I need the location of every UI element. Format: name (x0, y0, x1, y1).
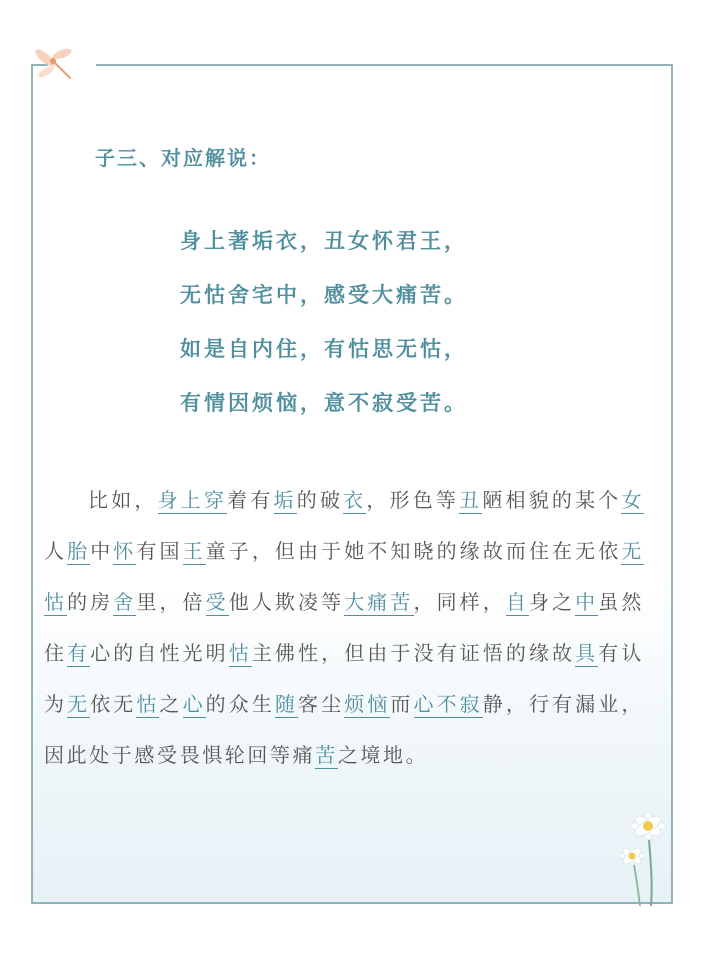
underlined-term: 受 (205, 590, 229, 614)
underlined-term: 心 (182, 692, 206, 716)
verse-block (180, 214, 468, 430)
verse-line: 身上著垢衣，丑女怀君王， (180, 228, 468, 253)
text-segment: 比如， (88, 488, 158, 512)
text-segment: 静，行有漏业，因此处于感受畏惧轮回等痛 (44, 692, 644, 767)
text-segment: 的破 (296, 488, 344, 512)
text-segment: 之境地。 (337, 743, 429, 767)
underlined-term: 丑 (459, 488, 483, 512)
underlined-term: 垢 (273, 488, 297, 512)
underlined-term: 无怙 (44, 539, 644, 614)
underlined-term: 心不寂 (413, 692, 483, 716)
text-segment: 的房 (67, 590, 114, 614)
text-segment: 童子，但由于她不知晓的缘故而住在无依 (205, 539, 622, 563)
verse-line: 有情因烦恼，意不寂受苦。 (180, 390, 468, 415)
underlined-term: 衣 (343, 488, 367, 512)
text-segment: 而 (390, 692, 414, 716)
underlined-term: 舍 (113, 590, 137, 614)
underlined-term: 胎 (67, 539, 91, 563)
text-segment: 他人欺凌等 (228, 590, 345, 614)
underlined-term: 女 (621, 488, 645, 512)
text-segment: 依无 (90, 692, 137, 716)
text-segment: 之 (159, 692, 183, 716)
underlined-term: 烦恼 (344, 692, 391, 716)
underlined-term: 怙 (228, 641, 252, 665)
verse-line: 如是自内住，有怙思无怙， (180, 336, 468, 361)
text-segment: 有国 (136, 539, 183, 563)
text-segment: 中 (90, 539, 114, 563)
text-segment: 里，倍 (136, 590, 206, 614)
underlined-term: 中 (575, 590, 599, 614)
underlined-term: 王 (182, 539, 206, 563)
text-segment: ，同样， (413, 590, 506, 614)
text-segment: ，形色等 (366, 488, 460, 512)
text-segment: 虽然住 (44, 590, 644, 665)
section-heading: 子三、对应解说： (95, 146, 271, 170)
underlined-term: 怀 (113, 539, 137, 563)
text-segment: 陋相貌的某个 (482, 488, 622, 512)
underlined-term: 怙 (136, 692, 160, 716)
underlined-term: 无 (67, 692, 91, 716)
underlined-term: 具 (575, 641, 599, 665)
underlined-term: 身上穿 (157, 488, 228, 512)
underlined-term: 苦 (315, 743, 338, 767)
text-segment: 客尘 (298, 692, 345, 716)
dragonfly-icon (32, 42, 78, 88)
text-segment: 人 (44, 539, 68, 563)
text-segment: 有认为 (44, 641, 644, 716)
daisy-flowers-icon (598, 800, 684, 906)
underlined-term: 随 (274, 692, 299, 716)
text-segment: 身之 (528, 590, 576, 614)
underlined-term: 大痛苦 (344, 590, 414, 614)
commentary-paragraph (44, 475, 644, 781)
text-segment: 的众生 (205, 692, 275, 716)
text-segment: 心的自性光明 (90, 641, 229, 665)
underlined-term: 有 (67, 641, 91, 665)
verse-line: 无怙舍宅中，感受大痛苦。 (180, 282, 468, 307)
text-segment: 主佛性，但由于没有证悟的缘故 (251, 641, 576, 665)
text-segment: 着有 (227, 488, 274, 512)
underlined-term: 自 (505, 590, 529, 614)
